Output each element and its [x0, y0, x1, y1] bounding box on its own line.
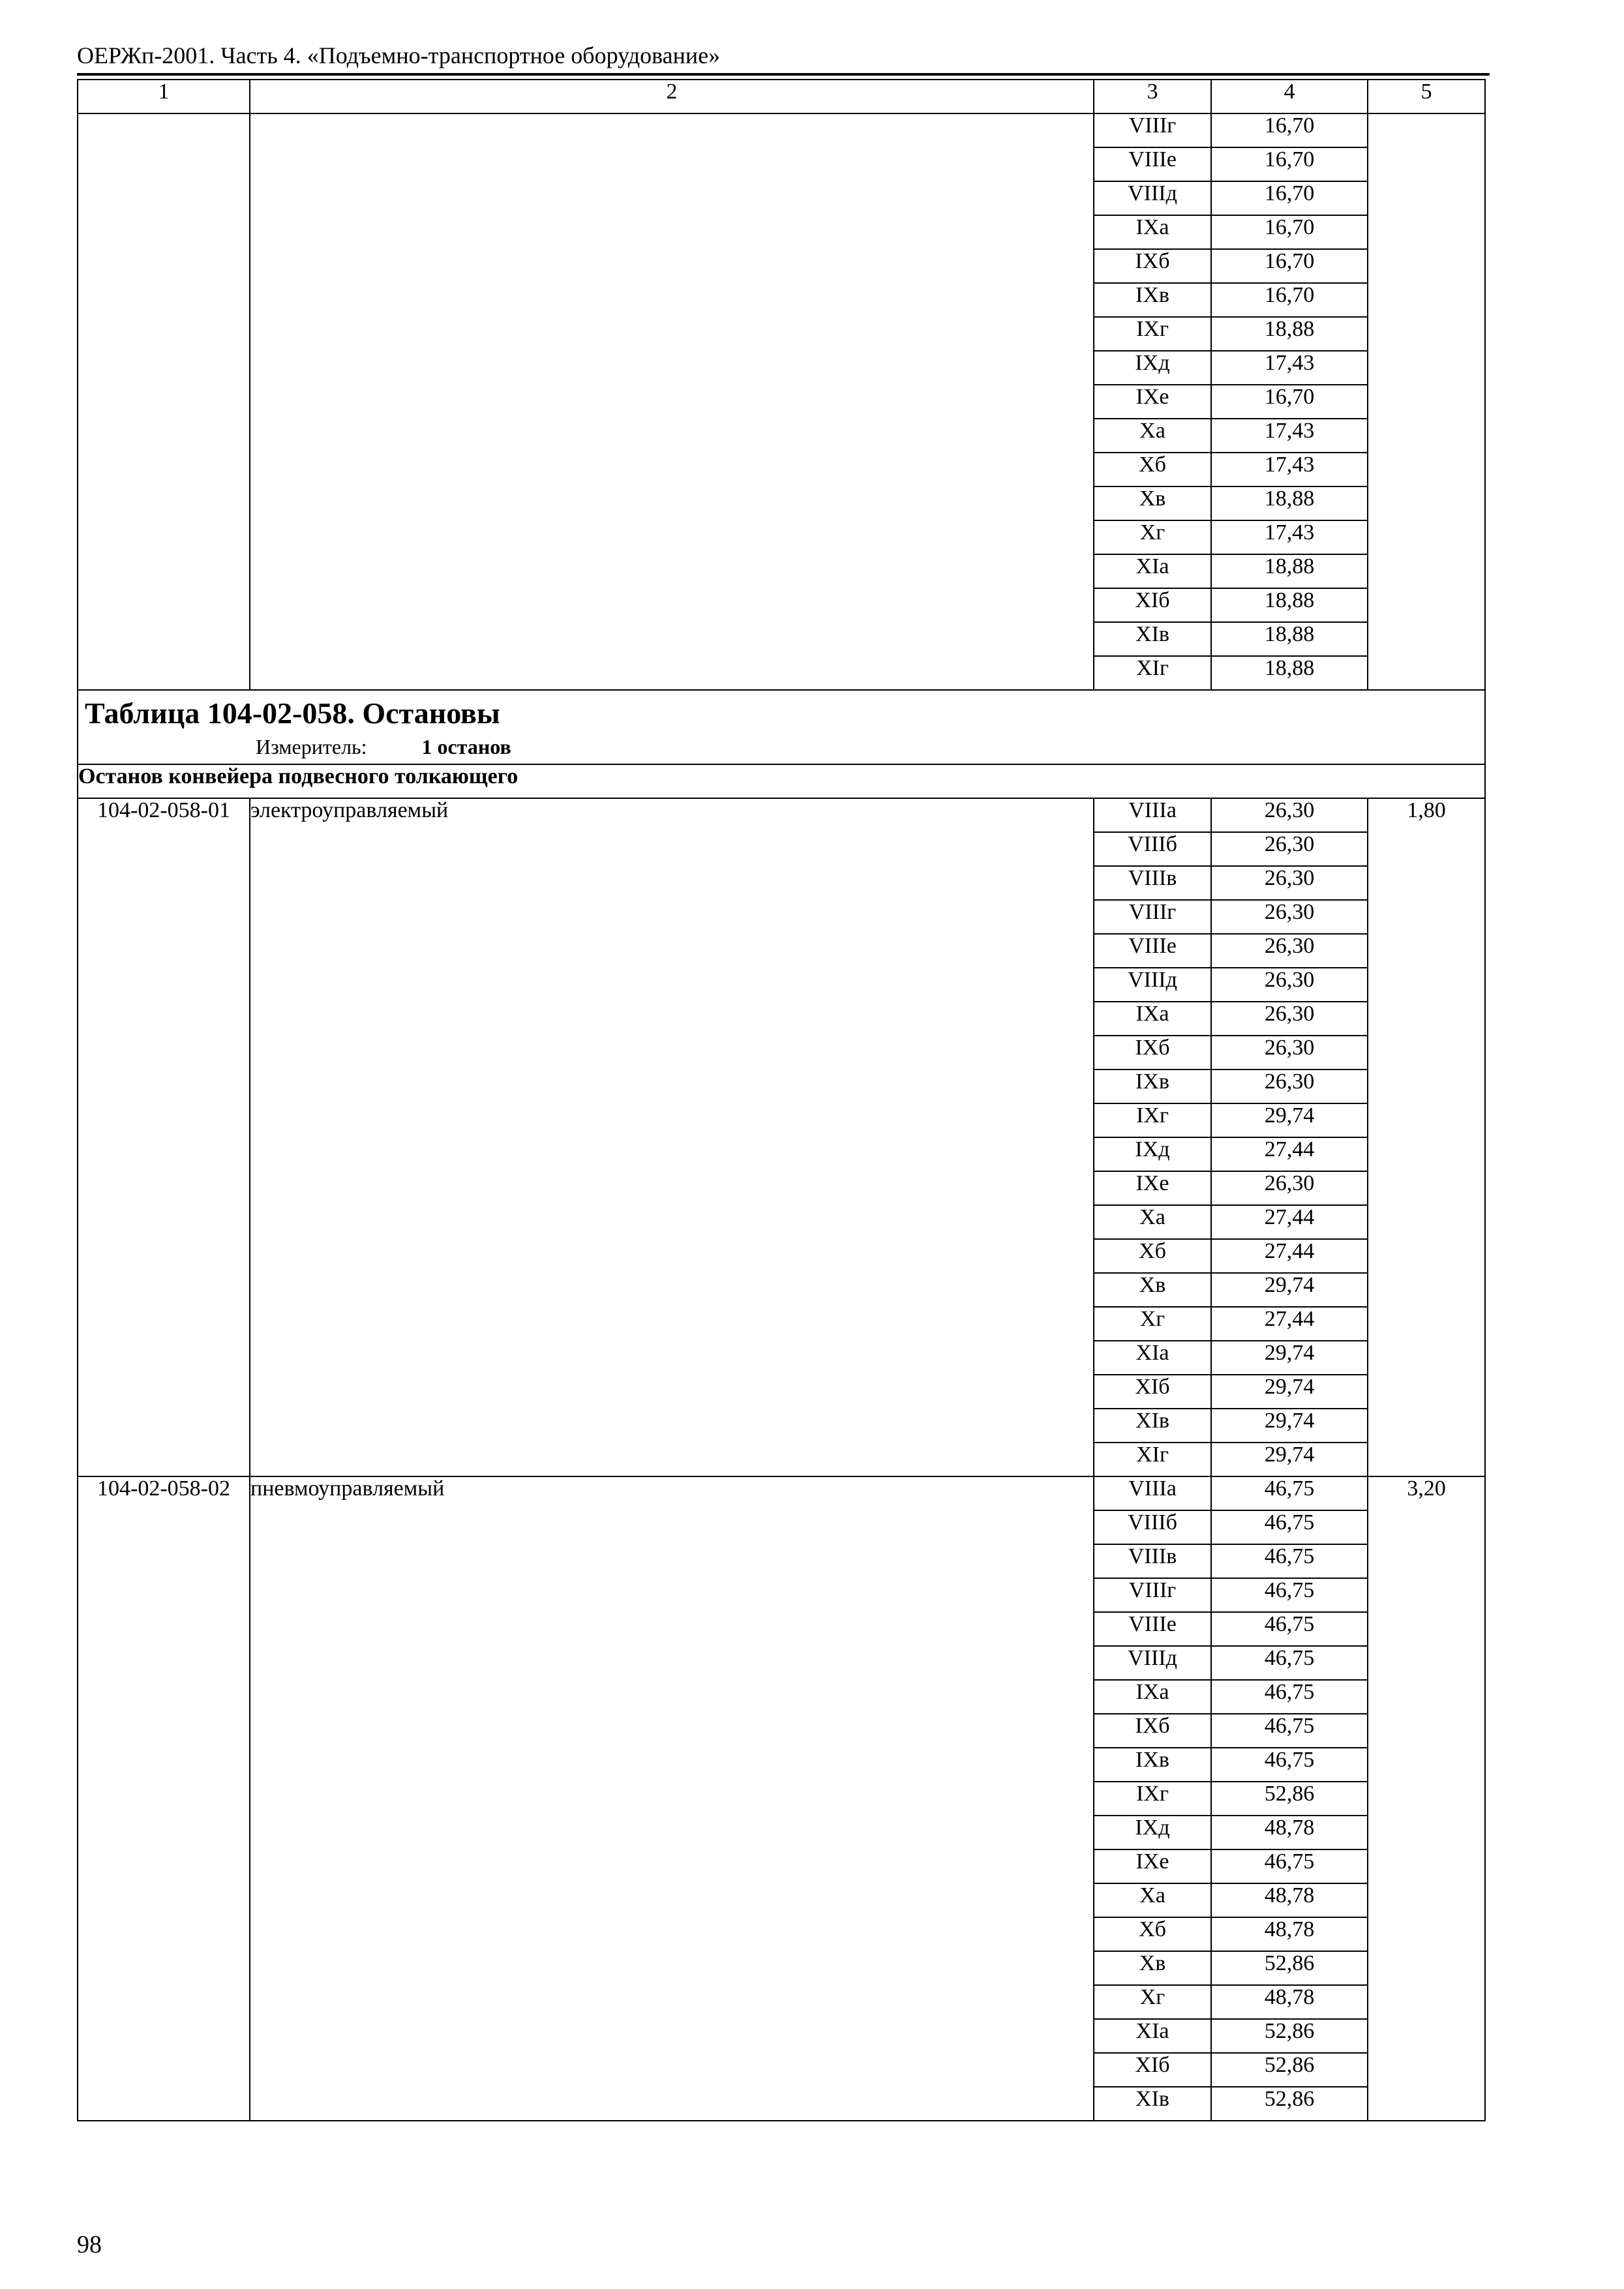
price-value: 16,70	[1211, 147, 1368, 181]
price-value: 46,75	[1211, 1612, 1368, 1646]
zone-code: Xв	[1094, 486, 1211, 520]
zone-code: Xб	[1094, 1239, 1211, 1273]
zone-code: IXв	[1094, 1070, 1211, 1103]
price-value: 18,88	[1211, 317, 1368, 351]
zone-code: XIб	[1094, 1375, 1211, 1409]
zone-code: Xг	[1094, 1307, 1211, 1341]
price-value: 26,30	[1211, 798, 1368, 832]
price-value: 26,30	[1211, 832, 1368, 866]
item-code: 104-02-058-01	[78, 798, 250, 1476]
zone-code: XIв	[1094, 622, 1211, 656]
price-value: 26,30	[1211, 1002, 1368, 1036]
price-value: 27,44	[1211, 1307, 1368, 1341]
zone-code: VIIIг	[1094, 113, 1211, 147]
zone-code: XIв	[1094, 2087, 1211, 2121]
column-number: 4	[1211, 80, 1368, 113]
zone-code: IXе	[1094, 1849, 1211, 1883]
zone-code: IXа	[1094, 1002, 1211, 1036]
table-row	[78, 1476, 1485, 1510]
price-value: 18,88	[1211, 656, 1368, 690]
zone-code: Xа	[1094, 1205, 1211, 1239]
zone-code: IXб	[1094, 1036, 1211, 1070]
zone-code: VIIIа	[1094, 798, 1211, 832]
zone-code: VIIIб	[1094, 1510, 1211, 1544]
zone-code: IXе	[1094, 1171, 1211, 1205]
zone-code: XIг	[1094, 1443, 1211, 1476]
price-value: 52,86	[1211, 1782, 1368, 1816]
price-value: 29,74	[1211, 1103, 1368, 1137]
price-value: 27,44	[1211, 1137, 1368, 1171]
column-number: 2	[250, 80, 1094, 113]
price-value: 52,86	[1211, 2087, 1368, 2121]
price-value: 16,70	[1211, 249, 1368, 283]
zone-code: IXд	[1094, 351, 1211, 385]
price-value: 29,74	[1211, 1375, 1368, 1409]
zone-code: VIIIв	[1094, 1544, 1211, 1578]
zone-code: VIIIв	[1094, 866, 1211, 900]
zone-code: XIа	[1094, 554, 1211, 588]
price-value: 52,86	[1211, 1951, 1368, 1985]
zone-code: VIIIб	[1094, 832, 1211, 866]
zone-code: XIа	[1094, 2019, 1211, 2053]
zone-code: Xа	[1094, 1883, 1211, 1917]
price-value: 18,88	[1211, 622, 1368, 656]
table-title-cell	[78, 690, 1485, 764]
item-code: 104-02-058-02	[78, 1476, 250, 2121]
column-number: 5	[1368, 80, 1485, 113]
zone-code: Xв	[1094, 1951, 1211, 1985]
zone-code: VIIIе	[1094, 147, 1211, 181]
measure-value: 1 останов	[421, 735, 511, 758]
zone-code: VIIIг	[1094, 1578, 1211, 1612]
zone-code: IXа	[1094, 215, 1211, 249]
zone-code: VIIIд	[1094, 1646, 1211, 1680]
zone-code: VIIIа	[1094, 1476, 1211, 1510]
price-value: 29,74	[1211, 1341, 1368, 1375]
measure-line	[256, 735, 511, 758]
zone-code: XIг	[1094, 656, 1211, 690]
zone-code: IXд	[1094, 1137, 1211, 1171]
zone-code: Xв	[1094, 1273, 1211, 1307]
price-value: 48,78	[1211, 1816, 1368, 1849]
price-value: 17,43	[1211, 520, 1368, 554]
column-number: 1	[78, 80, 250, 113]
header-rule	[77, 73, 1490, 76]
table-title-row	[78, 690, 1485, 764]
zone-code: IXг	[1094, 317, 1211, 351]
page-number: 98	[77, 2231, 102, 2258]
price-value: 46,75	[1211, 1510, 1368, 1544]
price-value: 26,30	[1211, 968, 1368, 1002]
zone-code: Xб	[1094, 1917, 1211, 1951]
price-value: 26,30	[1211, 866, 1368, 900]
price-value: 26,30	[1211, 934, 1368, 968]
extra-cell	[1368, 113, 1485, 690]
name-cell	[250, 113, 1094, 690]
zone-code: IXб	[1094, 1714, 1211, 1748]
price-value: 46,75	[1211, 1849, 1368, 1883]
item-name: электроуправляемый	[250, 798, 1094, 1476]
item-name: пневмоуправляемый	[250, 1476, 1094, 2121]
price-value: 48,78	[1211, 1985, 1368, 2019]
zone-code: Xг	[1094, 1985, 1211, 2019]
table-title: Таблица 104-02-058. Остановы	[85, 696, 500, 730]
price-value: 17,43	[1211, 453, 1368, 486]
zone-code: IXв	[1094, 1748, 1211, 1782]
price-value: 18,88	[1211, 588, 1368, 622]
price-value: 48,78	[1211, 1883, 1368, 1917]
price-value: 16,70	[1211, 113, 1368, 147]
zone-code: VIIIд	[1094, 181, 1211, 215]
zone-code: Xг	[1094, 520, 1211, 554]
zone-code: XIб	[1094, 588, 1211, 622]
price-value: 17,43	[1211, 351, 1368, 385]
price-value: 17,43	[1211, 419, 1368, 453]
zone-code: IXб	[1094, 249, 1211, 283]
zone-code: IXг	[1094, 1782, 1211, 1816]
section-title: Останов конвейера подвесного толкающего	[78, 764, 1485, 798]
price-value: 27,44	[1211, 1239, 1368, 1273]
zone-code: VIIIе	[1094, 1612, 1211, 1646]
price-value: 29,74	[1211, 1273, 1368, 1307]
zone-code: XIа	[1094, 1341, 1211, 1375]
price-value: 46,75	[1211, 1544, 1368, 1578]
table-row	[78, 798, 1485, 832]
zone-code: VIIIе	[1094, 934, 1211, 968]
price-value: 16,70	[1211, 181, 1368, 215]
column-number: 3	[1094, 80, 1211, 113]
price-value: 26,30	[1211, 1070, 1368, 1103]
zone-code: Xб	[1094, 453, 1211, 486]
price-value: 16,70	[1211, 283, 1368, 317]
price-value: 27,44	[1211, 1205, 1368, 1239]
zone-code: XIб	[1094, 2053, 1211, 2087]
zone-code: XIв	[1094, 1409, 1211, 1443]
price-value: 29,74	[1211, 1443, 1368, 1476]
price-value: 46,75	[1211, 1680, 1368, 1714]
measure-label: Измеритель:	[256, 735, 367, 758]
price-value: 46,75	[1211, 1714, 1368, 1748]
zone-code: IXд	[1094, 1816, 1211, 1849]
price-value: 26,30	[1211, 900, 1368, 934]
column-number-row	[78, 80, 1485, 113]
section-row	[78, 764, 1485, 798]
zone-code: VIIIг	[1094, 900, 1211, 934]
price-value: 29,74	[1211, 1409, 1368, 1443]
zone-code: Xа	[1094, 419, 1211, 453]
zone-code: IXв	[1094, 283, 1211, 317]
price-value: 26,30	[1211, 1036, 1368, 1070]
price-value: 52,86	[1211, 2053, 1368, 2087]
price-value: 26,30	[1211, 1171, 1368, 1205]
price-value: 46,75	[1211, 1748, 1368, 1782]
zone-code: IXг	[1094, 1103, 1211, 1137]
running-header: ОЕРЖп-2001. Часть 4. «Подъемно-транспортное оборудование»	[77, 42, 721, 68]
price-value: 52,86	[1211, 2019, 1368, 2053]
price-value: 16,70	[1211, 385, 1368, 419]
price-value: 18,88	[1211, 554, 1368, 588]
item-col5: 3,20	[1368, 1476, 1485, 2121]
price-value: 46,75	[1211, 1646, 1368, 1680]
price-value: 46,75	[1211, 1578, 1368, 1612]
zone-code: IXа	[1094, 1680, 1211, 1714]
table-row	[78, 113, 1485, 147]
price-value: 48,78	[1211, 1917, 1368, 1951]
zone-code: IXе	[1094, 385, 1211, 419]
zone-code: VIIIд	[1094, 968, 1211, 1002]
price-value: 16,70	[1211, 215, 1368, 249]
price-table	[77, 79, 1486, 2121]
code-cell	[78, 113, 250, 690]
price-value: 18,88	[1211, 486, 1368, 520]
price-value: 46,75	[1211, 1476, 1368, 1510]
item-col5: 1,80	[1368, 798, 1485, 1476]
